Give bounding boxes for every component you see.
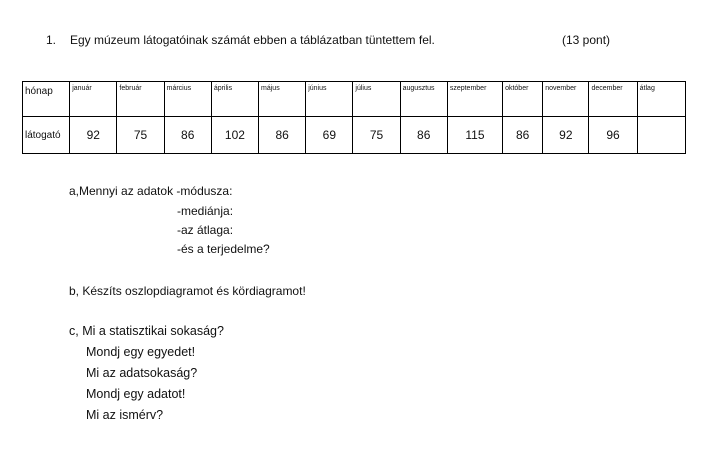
question-a-mode: a,Mennyi az adatok -módusza: xyxy=(69,184,233,198)
month-cell: december xyxy=(589,82,637,117)
month-cell: április xyxy=(211,82,258,117)
month-cell: május xyxy=(259,82,306,117)
value-cell: 115 xyxy=(447,117,502,154)
table-header-row xyxy=(23,82,686,117)
month-cell: augusztus xyxy=(400,82,447,117)
value-cell: 75 xyxy=(117,117,164,154)
question-a-median: -mediánja: xyxy=(177,204,234,218)
month-cell: október xyxy=(503,82,543,117)
value-cell: 96 xyxy=(589,117,637,154)
question-c-datum: Mondj egy adatot! xyxy=(86,387,186,401)
value-cell: 102 xyxy=(211,117,258,154)
value-cell: 75 xyxy=(353,117,400,154)
value-cell: 86 xyxy=(164,117,211,154)
task-points: (13 pont) xyxy=(562,33,611,47)
question-c-individual: Mondj egy egyedet! xyxy=(86,345,196,359)
month-cell: november xyxy=(543,82,589,117)
task-title: Egy múzeum látogatóinak számát ebben a táblázatban tüntettem fel. xyxy=(70,33,435,47)
visitor-table xyxy=(22,81,686,154)
value-cell: 86 xyxy=(259,117,306,154)
table-value-row xyxy=(23,117,686,154)
question-a-mean: -az átlaga: xyxy=(177,223,234,237)
month-cell: július xyxy=(353,82,400,117)
value-cell: 86 xyxy=(400,117,447,154)
value-cell: 92 xyxy=(70,117,117,154)
value-cell: 92 xyxy=(543,117,589,154)
question-c-population: c, Mi a statisztikai sokaság? xyxy=(69,324,224,338)
month-cell: február xyxy=(117,82,164,117)
task-header xyxy=(46,33,616,49)
task-number: 1. xyxy=(46,33,57,47)
month-cell: március xyxy=(164,82,211,117)
value-label-cell: látogató xyxy=(23,117,70,154)
month-cell: június xyxy=(306,82,353,117)
average-value-cell xyxy=(637,117,685,154)
average-header-cell: átlag xyxy=(637,82,685,117)
value-cell: 86 xyxy=(503,117,543,154)
question-c-attribute: Mi az ismérv? xyxy=(86,408,164,422)
month-cell: január xyxy=(70,82,117,117)
question-b: b, Készíts oszlopdiagramot és kördiagramot! xyxy=(69,284,306,298)
value-cell: 69 xyxy=(306,117,353,154)
question-a-range: -és a terjedelme? xyxy=(177,242,270,256)
month-cell: szeptember xyxy=(447,82,502,117)
header-label-cell: hónap xyxy=(23,82,70,117)
question-c-dataset: Mi az adatsokaság? xyxy=(86,366,198,380)
